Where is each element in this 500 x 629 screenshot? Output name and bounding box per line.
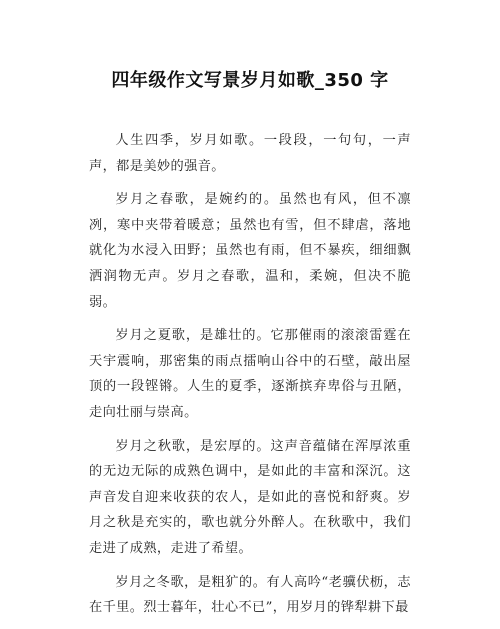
paragraph-2: 岁月之春歌，是婉约的。虽然也有风，但不凛冽，寒中夹带着暖意；虽然也有雪，但不肆虐，落地就化为水浸入田野；虽然也有雨，但不暴疾，细细飘洒润物无声。岁月之春歌，温和，柔婉，但决不脆弱。 [89, 192, 411, 310]
paragraph-4: 岁月之秋歌，是宏厚的。这声音蕴储在浑厚浓重的无边无际的成熟色调中，是如此的丰富和深沉。这声音发自迎来收获的农人，是如此的喜悦和舒爽。岁月之秋是充实的，歌也就分外醉人。在秋歌中，我们走进了成熟，走进了希望。 [89, 438, 411, 556]
paragraph-3: 岁月之夏歌，是雄壮的。它那催雨的滚滚雷霆在天宇震响，那密集的雨点擂响山谷中的石壁，敲出屋顶的一段铿锵。人生的夏季，逐渐摈弃卑俗与丑陋，走向壮丽与崇高。 [89, 328, 411, 420]
paragraph-5: 岁月之冬歌，是粗犷的。有人高吟“老骥伏枥，志在千里。烈士暮年，壮心不已”，用岁月的铧犁耕下最 [89, 574, 411, 616]
paragraph-1: 人生四季，岁月如歌。一段段，一句句，一声声，都是美妙的强音。 [89, 133, 411, 174]
document-body [89, 128, 411, 629]
document-title: 四年级作文写景岁月如歌_350 字 [111, 70, 389, 91]
